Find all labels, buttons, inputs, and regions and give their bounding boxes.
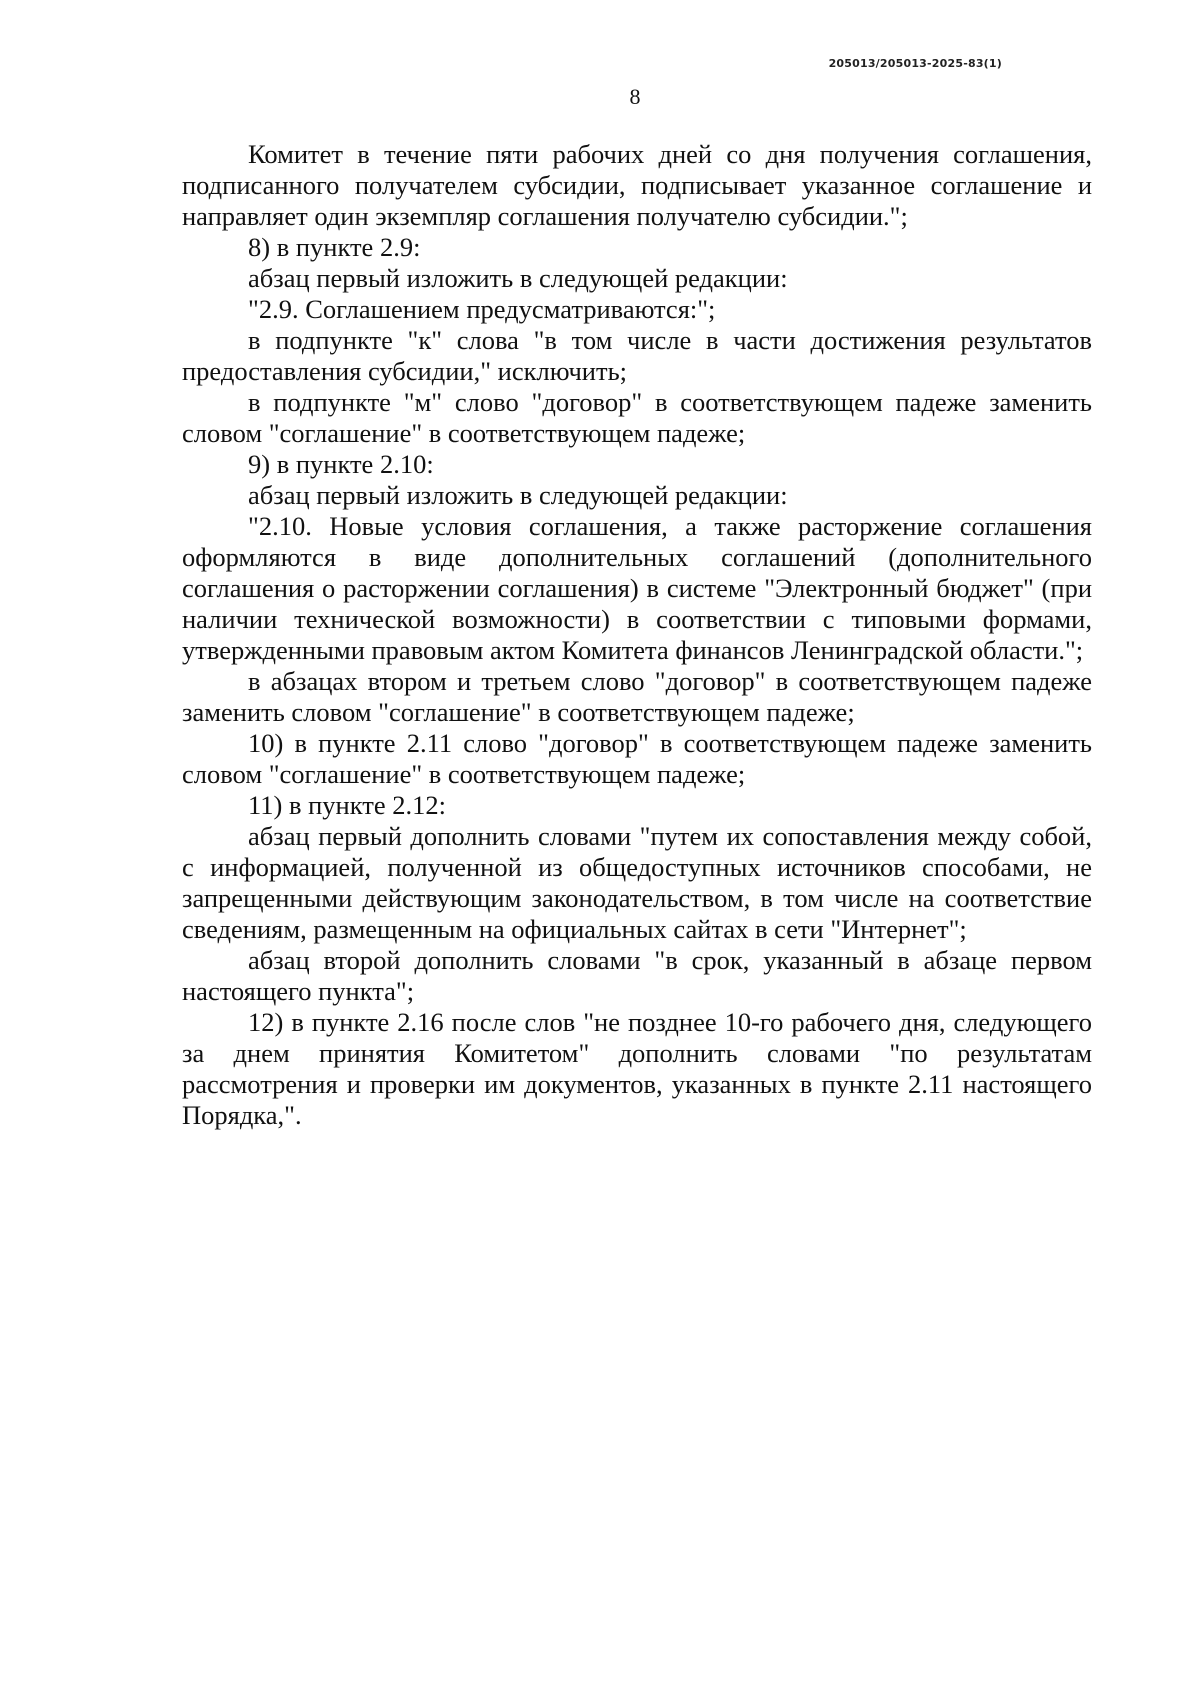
paragraph: 9) в пункте 2.10: bbox=[248, 449, 434, 479]
paragraph: Комитет в течение пяти рабочих дней со дня получения соглашения, подписанного получателем субсидии, подписывает указанное соглашение и направляет один экземпляр соглашения получателю субсидии."; bbox=[182, 139, 1092, 231]
document-id: 205013/205013-2025-83(1) bbox=[828, 57, 1002, 70]
paragraph: абзац второй дополнить словами "в срок, указанный в абзаце первом настоящего пункта"; bbox=[182, 945, 1092, 1006]
page-number: 8 bbox=[629, 84, 641, 109]
paragraph: абзац первый изложить в следующей редакции: bbox=[248, 480, 788, 510]
paragraph: в подпункте "м" слово "договор" в соответствующем падеже заменить словом "соглашение" в соответствующем падеже; bbox=[182, 387, 1092, 448]
paragraph: 10) в пункте 2.11 слово "договор" в соответствующем падеже заменить словом "соглашение" в соответствующем падеже; bbox=[182, 728, 1092, 789]
paragraph: "2.9. Соглашением предусматриваются:"; bbox=[248, 294, 716, 324]
paragraph: 11) в пункте 2.12: bbox=[248, 790, 446, 820]
paragraph: в подпункте "к" слова "в том числе в части достижения результатов предоставления субсидии," исключить; bbox=[182, 325, 1092, 386]
paragraph: абзац первый дополнить словами "путем их сопоставления между собой, с информацией, полученной из общедоступных источников способами, не запрещенными действующим законодательством, в том числе на соответствие сведениям, размещенным на официальных сайтах в сети "Интернет"; bbox=[182, 821, 1092, 944]
paragraph: "2.10. Новые условия соглашения, а также расторжение соглашения оформляются в виде дополнительных соглашений (дополнительного соглашения о расторжении соглашения) в системе "Электронный бюджет" (при наличии технической возможности) в соответствии с типовыми формами, утвержденными правовым актом Комитета финансов Ленинградской области."; bbox=[182, 511, 1092, 665]
document-body bbox=[182, 139, 1092, 1131]
paragraph: абзац первый изложить в следующей редакции: bbox=[248, 263, 788, 293]
paragraph: 8) в пункте 2.9: bbox=[248, 232, 421, 262]
paragraph: 12) в пункте 2.16 после слов "не позднее 10-го рабочего дня, следующего за днем принятия Комитетом" дополнить словами "по результатам рассмотрения и проверки им документов, указанных в пункте 2.11 настоящего Порядка,". bbox=[182, 1007, 1092, 1130]
paragraph: в абзацах втором и третьем слово "договор" в соответствующем падеже заменить словом "соглашение" в соответствующем падеже; bbox=[182, 666, 1092, 727]
